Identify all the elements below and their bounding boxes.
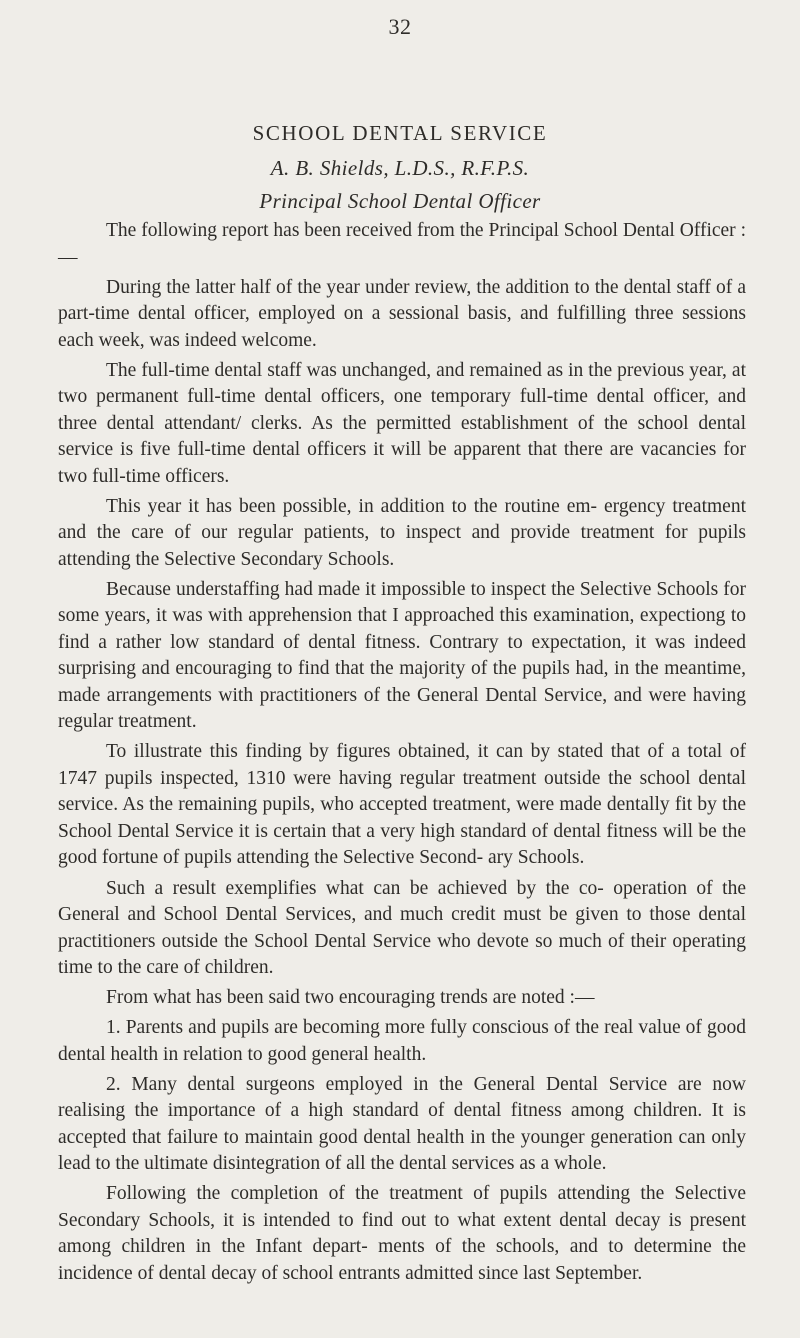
paragraph: The following report has been received from the Principal School Dental Officer :— bbox=[58, 220, 746, 268]
paragraph: From what has been said two encouraging trends are noted :— bbox=[106, 987, 595, 1009]
paragraph: This year it has been possible, in addition to the routine em- ergency treatment and the care of our regular patients, to inspect and provide treatment for pupils attending the Selective Secondary Schools. bbox=[58, 495, 746, 570]
paragraph: The full-time dental staff was unchanged, and remained as in the previous year, at two permanent full-time dental officers, one temporary full-time dental officer, and three dental attendant/ clerks. As the permitted establishment of the school dental service is five full-time dental officers it will be apparent that there are vacancies for two full-time officers. bbox=[58, 359, 746, 487]
page-number: 32 bbox=[388, 14, 412, 39]
report-title: SCHOOL DENTAL SERVICE bbox=[252, 121, 548, 145]
author-role: Principal School Dental Officer bbox=[259, 189, 541, 213]
report-body bbox=[58, 218, 746, 1291]
paragraph: Such a result exemplifies what can be achieved by the co- operation of the General and School Dental Services, and much credit must be given to those dental practitioners outside the School Dental Service who devote so much of their operating time to the care of children. bbox=[58, 877, 746, 979]
numbered-paragraph: 2. Many dental surgeons employed in the General Dental Service are now realising the importance of a high standard of dental fitness among children. It is accepted that failure to maintain good dental health in the younger generation can only lead to the ultimate disintegration of all the dental services as a whole. bbox=[58, 1073, 746, 1175]
author-name: A. B. Shields, L.D.S., R.F.P.S. bbox=[270, 156, 530, 180]
paragraph: During the latter half of the year under review, the addition to the dental staff of a part-time dental officer, employed on a sessional basis, and fulfilling three sessions each week, was indeed welcome. bbox=[58, 276, 746, 351]
numbered-paragraph: 1. Parents and pupils are becoming more fully conscious of the real value of good dental health in relation to good general health. bbox=[58, 1017, 746, 1065]
paragraph: Because understaffing had made it impossible to inspect the Selective Schools for some years, it was with apprehension that I approached this examination, expectiong to find a rather low standard of dental fitness. Contrary to expectation, it was indeed surprising and encouraging to find that the majority of the pupils had, in the meantime, made arrangements with practitioners of the General Dental Service, and were having regular treatment. bbox=[58, 578, 746, 733]
paragraph: Following the completion of the treatment of pupils attending the Selective Secondary Schools, it is intended to find out to what extent dental decay is present among children in the Infant depart- ments of the schools, and to determine the incidence of dental decay of school entrants admitted since last September. bbox=[58, 1183, 746, 1284]
paragraph: To illustrate this finding by figures obtained, it can by stated that of a total of 1747 pupils inspected, 1310 were having regular treatment outside the school dental service. As the remaining pupils, who accepted treatment, were made dentally fit by the School Dental Service it is certain that a very high standard of dental fitness will be the good fortune of pupils attending the Selective Second- ary Schools. bbox=[58, 741, 746, 869]
